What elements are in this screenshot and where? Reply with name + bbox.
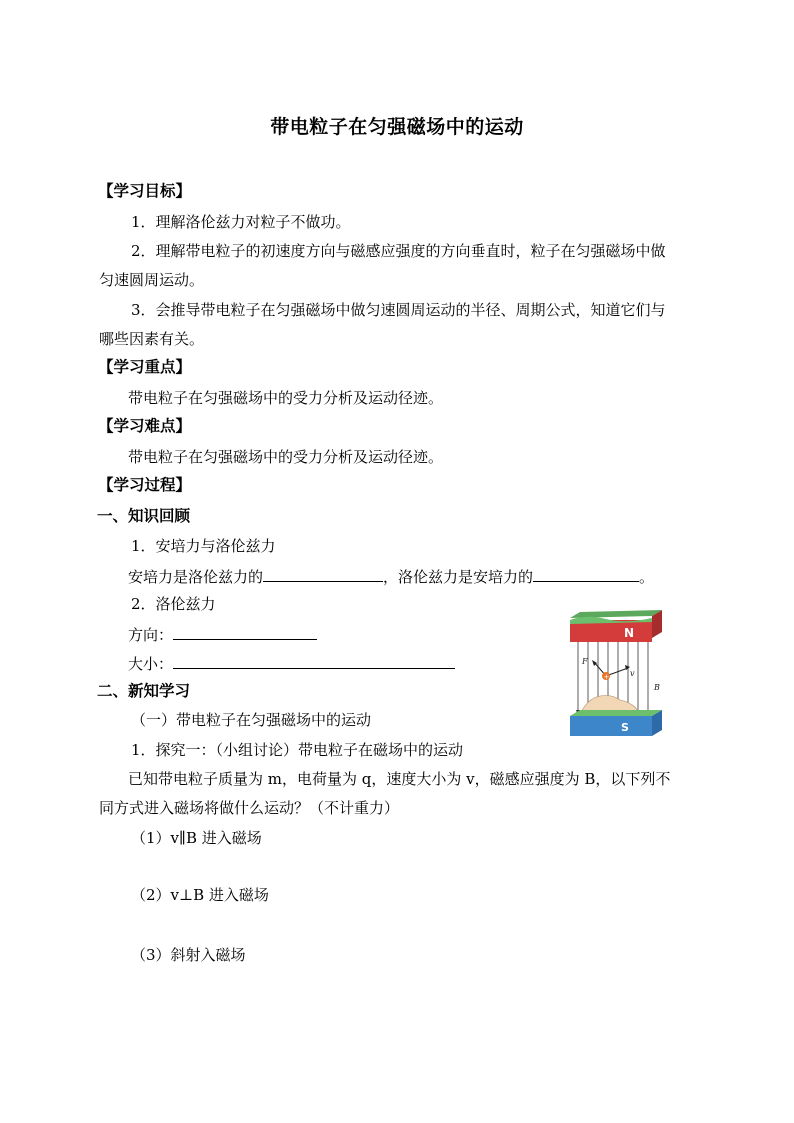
south-label: S — [621, 721, 629, 734]
problem-line1: 已知带电粒子质量为 m，电荷量为 q，速度大小为 v，磁感应强度为 B，以下列不 — [128, 770, 671, 788]
goal-item-3-line2: 哪些因素有关。 — [99, 330, 205, 348]
fill-text-a: 安培力是洛伦兹力的 — [128, 568, 264, 586]
goal-item-1: 1．理解洛伦兹力对粒子不做功。 — [131, 213, 351, 231]
case-2: （2）v⊥B 进入磁场 — [131, 886, 269, 904]
fill-blank-1[interactable] — [263, 565, 383, 582]
magnitude-blank[interactable] — [173, 652, 455, 669]
goal-item-3-line1: 3．会推导带电粒子在匀强磁场中做匀速圆周运动的半径、周期公式，知道它们与 — [131, 301, 666, 319]
review-heading: 一、知识回顾 — [97, 506, 191, 525]
review-sub1: 1．安培力与洛伦兹力 — [131, 537, 276, 555]
fill-text-end: 。 — [639, 568, 655, 586]
review-sub2: 2．洛伦兹力 — [131, 595, 216, 613]
difficulties-text: 带电粒子在匀强磁场中的受力分析及运动径迹。 — [128, 448, 444, 466]
case-1: （1）v∥B 进入磁场 — [131, 829, 262, 847]
difficulties-heading: 【学习难点】 — [98, 416, 192, 435]
magnet-field-figure — [566, 610, 666, 752]
magnitude-label: 大小： — [128, 655, 174, 673]
magnet-south-pole — [570, 716, 652, 736]
goal-item-2-line1: 2．理解带电粒子的初速度方向与磁感应强度的方向垂直时，粒子在匀强磁场中做 — [131, 242, 666, 260]
direction-label: 方向： — [128, 626, 174, 644]
page-title: 带电粒子在匀强磁场中的运动 — [270, 116, 524, 138]
direction-blank[interactable] — [173, 623, 317, 640]
direction-line — [128, 623, 317, 645]
magnitude-line — [128, 652, 455, 674]
velocity-label: v — [630, 669, 635, 678]
charge-label: + — [603, 673, 610, 681]
fill-text-b: ，洛伦兹力是安培力的 — [383, 568, 534, 586]
fill-blank-2[interactable] — [533, 565, 639, 582]
explore-heading: 1．探究一：（小组讨论）带电粒子在磁场中的运动 — [131, 741, 464, 759]
problem-line2: 同方式进入磁场将做什么运动？（不计重力） — [99, 799, 400, 817]
goal-item-2-line2: 匀速圆周运动。 — [99, 271, 205, 289]
magnet-south-top — [570, 710, 662, 716]
goals-heading: 【学习目标】 — [98, 181, 192, 200]
field-label: B — [654, 683, 660, 692]
new-learning-heading: 二、新知学习 — [97, 681, 191, 700]
north-label: N — [624, 626, 635, 640]
review-fill-line — [128, 565, 654, 587]
process-heading: 【学习过程】 — [98, 475, 192, 494]
magnet-north-top — [570, 610, 662, 618]
key-points-text: 带电粒子在匀强磁场中的受力分析及运动径迹。 — [128, 389, 444, 407]
key-points-heading: 【学习重点】 — [98, 357, 192, 376]
part1-heading: （一）带电粒子在匀强磁场中的运动 — [131, 711, 372, 729]
case-3: （3）斜射入磁场 — [131, 946, 246, 964]
force-label: F — [582, 657, 588, 666]
